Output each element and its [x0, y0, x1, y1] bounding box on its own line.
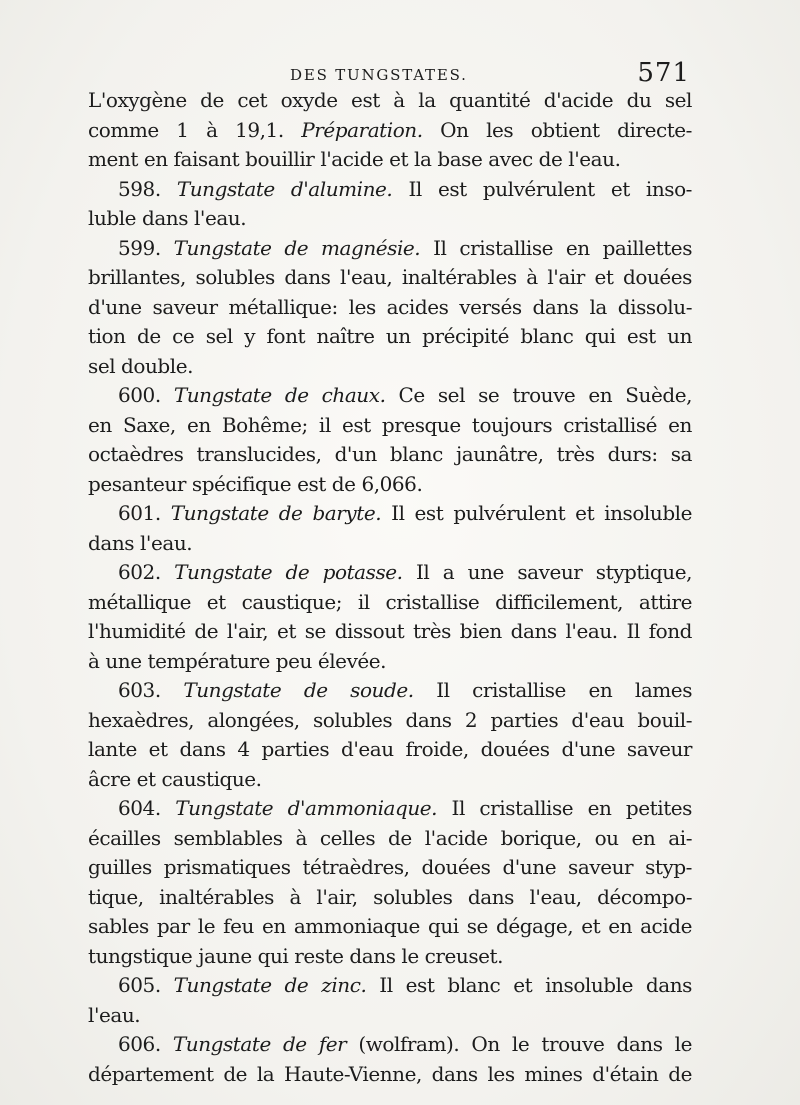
text-line: [88, 116, 692, 146]
text-run: brillantes, solubles dans l'eau, inaltérables à l'air et douées: [88, 265, 692, 289]
text-line: [88, 145, 692, 175]
text-line: [88, 204, 692, 234]
text-line: [88, 588, 692, 618]
text-run: (wolfram). On le trouve dans le: [346, 1032, 692, 1056]
page-number: 571: [637, 58, 690, 88]
text-run: écailles semblables à celles de l'acide borique, ou en ai-: [88, 825, 692, 850]
text-line: [88, 322, 692, 352]
text-run: 600.: [118, 383, 174, 407]
text-line: [88, 617, 692, 647]
text-run: 605.: [118, 973, 174, 997]
text-run: ment en faisant bouillir l'acide et la base avec de l'eau.: [88, 147, 621, 171]
text-line: [88, 1030, 692, 1060]
text-run: Il a une saveur styptique,: [402, 560, 693, 584]
italic-run: Tungstate de chaux.: [173, 383, 386, 407]
text-line: [88, 912, 692, 942]
text-run: l'humidité de l'air, et se dissout très bien dans l'eau. Il fond: [88, 619, 692, 643]
text-run: 601.: [118, 501, 171, 525]
text-line: [88, 381, 692, 411]
text-line: [88, 794, 692, 824]
text-run: à une température peu élevée.: [88, 648, 387, 673]
text-line: [88, 470, 692, 500]
body-text: [88, 86, 692, 1089]
text-run: On les obtient directe-: [422, 117, 692, 142]
text-run: sel double.: [88, 353, 194, 378]
text-run: d'une saveur métallique: les acides versés dans la dissolu-: [88, 294, 692, 319]
text-run: sables par le feu en ammoniaque qui se dégage, et en acide: [88, 914, 692, 938]
text-line: [88, 529, 692, 559]
text-run: lante et dans 4 parties d'eau froide, douées d'une saveur: [88, 737, 692, 761]
text-run: L'oxygène de cet oxyde est à la quantité d'acide du sel: [88, 88, 692, 112]
text-run: métallique et caustique; il cristallise difficilement, attire: [88, 589, 692, 614]
text-line: [88, 175, 692, 205]
text-line: [88, 676, 692, 706]
text-run: Il est pulvérulent et insoluble: [381, 501, 692, 525]
italic-run: Tungstate de soude.: [183, 678, 414, 702]
text-run: en Saxe, en Bohême; il est presque toujours cristallisé en: [88, 412, 692, 437]
text-line: [88, 853, 692, 883]
text-line: [88, 293, 692, 323]
text-run: Ce sel se trouve en Suède,: [385, 383, 692, 407]
text-line: [88, 440, 692, 470]
italic-run: Tungstate de fer: [172, 1032, 347, 1056]
text-line: [88, 558, 692, 588]
text-run: 606.: [118, 1032, 173, 1056]
running-head-title: DES TUNGSTATES.: [290, 66, 468, 84]
text-run: tungstique jaune qui reste dans le creuset.: [88, 943, 504, 968]
text-line: [88, 411, 692, 441]
text-run: hexaèdres, alongées, solubles dans 2 parties d'eau bouil-: [88, 707, 692, 732]
running-head: [90, 58, 690, 88]
italic-run: Tungstate d'ammoniaque.: [175, 796, 438, 820]
text-run: comme 1 à 19,1.: [88, 117, 302, 142]
text-run: Il est blanc et insoluble dans: [366, 973, 692, 997]
text-run: 602.: [118, 560, 175, 584]
text-line: [88, 352, 692, 382]
text-run: 599.: [118, 235, 174, 260]
text-line: [88, 971, 692, 1001]
text-run: pesanteur spécifique est de 6,066.: [88, 471, 423, 496]
text-line: [88, 499, 692, 529]
italic-run: Préparation.: [301, 117, 423, 142]
text-line: [88, 647, 692, 677]
italic-run: Tungstate de baryte.: [170, 501, 382, 525]
text-run: Il cristallise en petites: [437, 796, 692, 820]
text-run: octaèdres translucides, d'un blanc jaunâtre, très durs: sa: [88, 442, 692, 466]
text-run: 603.: [118, 678, 184, 702]
text-run: Il cristallise en lames: [413, 678, 693, 702]
text-run: tion de ce sel y font naître un précipité blanc qui est un: [88, 324, 692, 348]
text-line: [88, 1060, 692, 1090]
text-line: [88, 765, 692, 795]
text-run: dans l'eau.: [88, 530, 193, 555]
text-run: département de la Haute-Vienne, dans les mines d'étain de: [88, 1061, 692, 1086]
text-line: [88, 86, 692, 116]
text-line: [88, 883, 692, 913]
text-run: guilles prismatiques tétraèdres, douées d'une saveur styp-: [88, 855, 692, 879]
text-line: [88, 263, 692, 293]
text-line: [88, 942, 692, 972]
text-run: l'eau.: [88, 1002, 141, 1027]
italic-run: Tungstate de potasse.: [174, 560, 403, 584]
text-run: luble dans l'eau.: [88, 206, 247, 230]
text-line: [88, 735, 692, 765]
text-run: tique, inaltérables à l'air, solubles dans l'eau, décompo-: [88, 884, 692, 909]
text-run: 604.: [118, 796, 176, 820]
italic-run: Tungstate d'alumine.: [176, 176, 393, 201]
text-run: 598.: [118, 176, 177, 201]
text-line: [88, 824, 692, 854]
italic-run: Tungstate de zinc.: [173, 973, 367, 997]
text-line: [88, 706, 692, 736]
text-run: Il cristallise en paillettes: [420, 235, 693, 260]
text-line: [88, 234, 692, 264]
italic-run: Tungstate de magnésie.: [173, 235, 421, 260]
text-run: âcre et caustique.: [88, 766, 262, 791]
text-run: Il est pulvérulent et inso-: [392, 176, 692, 201]
text-line: [88, 1001, 692, 1031]
